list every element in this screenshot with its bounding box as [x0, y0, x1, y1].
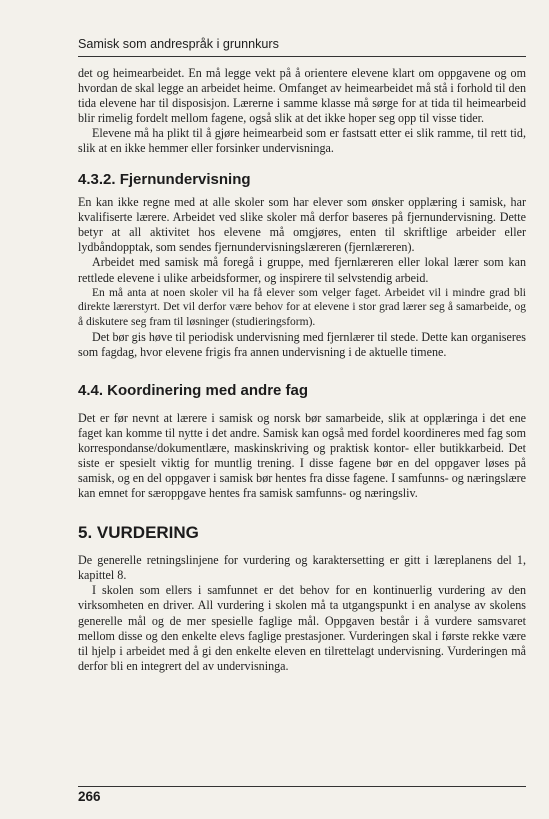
- vurdering-paragraph-2: I skolen som ellers i samfunnet er det behov for en kontinuerlig vurdering av den virksomheten en driver. All vurdering i skolen må ta utgangspunkt i en analyse av skolens generelle mål og de mer spesielle faglige mål. Oppgaven består i å vurdere samsvaret mellom disse og den enkelte elevs faglige prestasjoner. Vurderingen skal i første rekke være til hjelp i arbeidet med å gi den enkelte eleven en tilrettelagt undervisning. Vurderingen må derfor bli en integrert del av undervisninga.: [78, 583, 526, 673]
- page-number: 266: [78, 789, 101, 804]
- chapter-heading-vurdering: 5. VURDERING: [78, 523, 199, 543]
- footer-rule: [78, 786, 526, 787]
- vurdering-paragraph-1: De generelle retningslinjene for vurdering og karaktersetting er gitt i læreplanens del 1, kapittel 8.: [78, 553, 526, 583]
- fjernundervisning-paragraph-3: En må anta at noen skoler vil ha få elever som velger faget. Arbeidet vil i mindre grad bli direkte lærerstyrt. Det vil derfor være behov for at elevene i stor grad lærer seg å samarbeide, og å diskutere seg fram til løsninger (studieringsform).: [78, 286, 526, 329]
- fjernundervisning-paragraph-1: En kan ikke regne med at alle skoler som har elever som ønsker opplæring i samisk, har kvalifiserte lærere. Arbeidet ved slike skoler må derfor baseres på fjernundervisning. Dette betyr at all aktivitet hos elevene må omgjøres, enten til skriftlige arbeider eller lydbåndopptak, som sendes fjernundervisningslæreren (fjernlæreren).: [78, 195, 526, 255]
- page-body: [78, 66, 526, 674]
- intro-paragraph-2: Elevene må ha plikt til å gjøre heimearbeid som er fastsatt etter ei slik ramme, til rett tid, slik at en ikke hemmer eller forsinker undervisninga.: [78, 126, 526, 156]
- header-rule: [78, 56, 526, 57]
- fjernundervisning-paragraph-4: Det bør gis høve til periodisk undervisning med fjernlærer til stede. Dette kan organiseres som fagdag, hvor elevene frigis fra annen undervisning i de aktuelle timene.: [78, 329, 526, 359]
- section-heading-fjernundervisning: 4.3.2. Fjernundervisning: [78, 171, 251, 189]
- section-heading-koordinering: 4.4. Koordinering med andre fag: [78, 382, 309, 400]
- intro-paragraph-1: det og heimearbeidet. En må legge vekt på å orientere elevene klart om oppgavene og om hvordan de skal legge an arbeidet heime. Omfanget av heimearbeidet må stå i forhold til den tida elevene har til disposisjon. Lærerne i samme klasse må sørge for at tida til heimearbeid blir rimelig fordelt mellom fagene, også slik at det ikke hoper seg opp til visse tider.: [78, 66, 526, 126]
- fjernundervisning-paragraph-2: Arbeidet med samisk må foregå i gruppe, med fjernlæreren eller lokal lærer som kan rettlede elevene i ulike arbeidsformer, og inspirere til selvstendig arbeid.: [78, 255, 526, 285]
- koordinering-paragraph-1: Det er før nevnt at lærere i samisk og norsk bør samarbeide, slik at opplæringa i det ene faget kan komme til nytte i det andre. Samisk kan også med fordel koordineres med fag som korrespondanse/dokumentlære, maskinskriving og praktisk kontor- eller butikkarbeid. Det siste er spesielt viktig for muntlig trening. I disse fagene bør en del oppgaver løses på samisk, og en del oppgaver i samisk bør hentes fra disse fagene. I samfunns- og næringslære kan emnet for særoppgave hentes fra samisk samfunns- og næringsliv.: [78, 411, 526, 501]
- running-header: Samisk som andrespråk i grunnkurs: [78, 37, 279, 51]
